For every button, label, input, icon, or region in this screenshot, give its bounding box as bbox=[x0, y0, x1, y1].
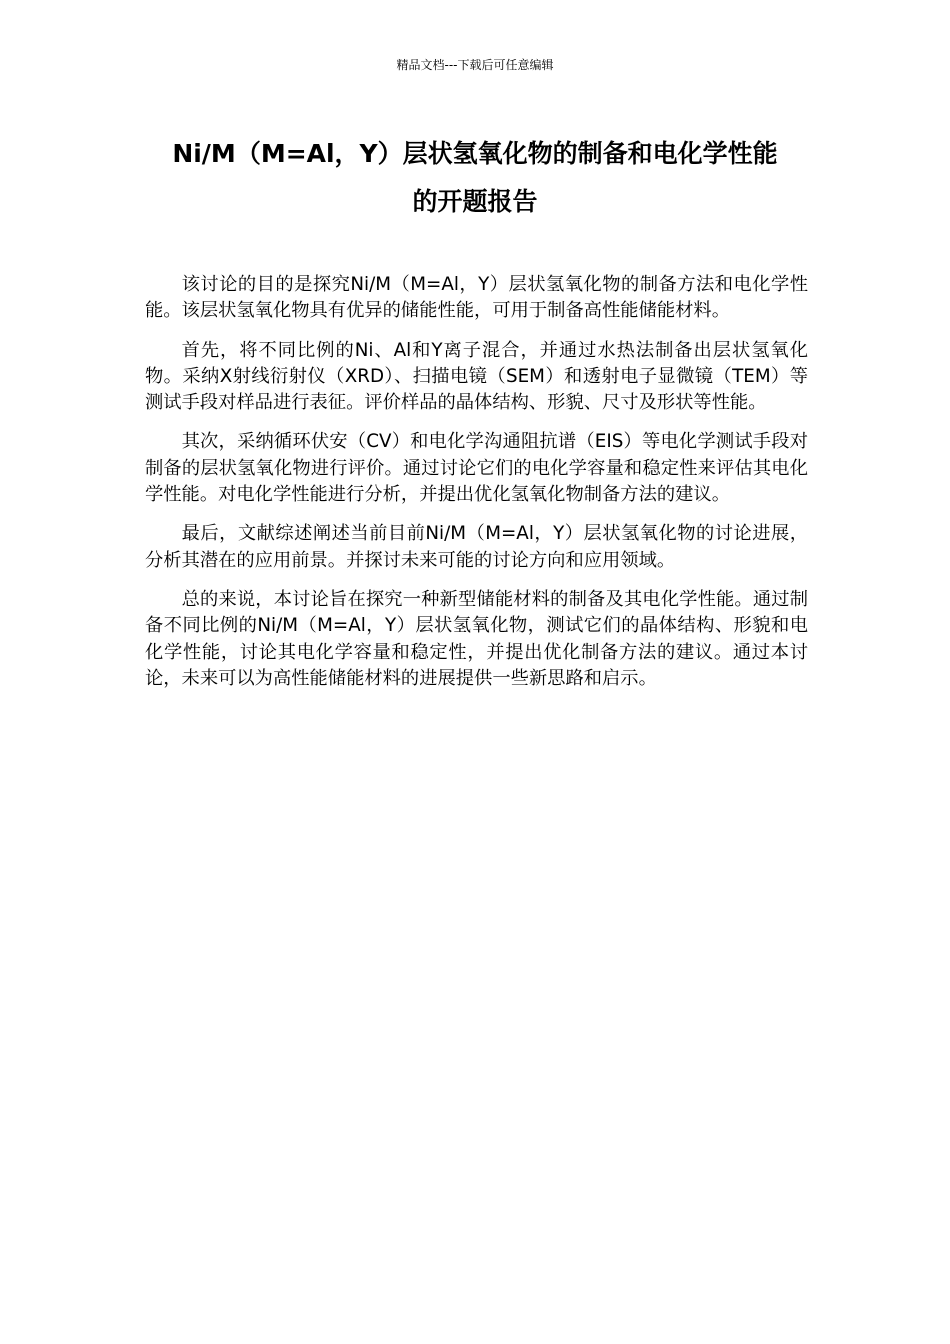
paragraph-second: 其次，采纳循环伏安（CV）和电化学沟通阻抗谱（EIS）等电化学测试手段对制备的层状氢氧化物进行评价。通过讨论它们的电化学容量和稳定性来评估其电化学性能。对电化学性能进行分析，并提出优化氢氧化物制备方法的建议。 bbox=[145, 431, 808, 506]
paragraph-first: 首先，将不同比例的Ni、Al和Y离子混合，并通过水热法制备出层状氢氧化物。采纳X射线衍射仪（XRD）、扫描电镜（SEM）和透射电子显微镜（TEM）等测试手段对样品进行表征。评价样品的晶体结构、形貌、尺寸及形状等性能。 bbox=[145, 339, 808, 414]
document-body bbox=[145, 272, 808, 705]
paragraph-summary: 总的来说，本讨论旨在探究一种新型储能材料的制备及其电化学性能。通过制备不同比例的Ni/M（M=Al，Y）层状氢氧化物，测试它们的晶体结构、形貌和电化学性能，讨论其电化学容量和稳定性，并提出优化制备方法的建议。通过本讨论，未来可以为高性能储能材料的进展提供一些新思路和启示。 bbox=[145, 588, 808, 689]
header-note: 精品文档---下载后可任意编辑 bbox=[396, 58, 554, 72]
title-line-2: 的开题报告 bbox=[412, 187, 538, 216]
title-line-1: Ni/M（M=Al，Y）层状氢氧化物的制备和电化学性能 bbox=[172, 139, 778, 168]
document-title bbox=[110, 130, 840, 226]
paragraph-last: 最后，文献综述阐述当前目前Ni/M（M=Al，Y）层状氢氧化物的讨论进展，分析其潜在的应用前景。并探讨未来可能的讨论方向和应用领域。 bbox=[145, 523, 808, 571]
paragraph-purpose: 该讨论的目的是探究Ni/M（M=Al，Y）层状氢氧化物的制备方法和电化学性能。该层状氢氧化物具有优异的储能性能，可用于制备高性能储能材料。 bbox=[145, 274, 808, 322]
